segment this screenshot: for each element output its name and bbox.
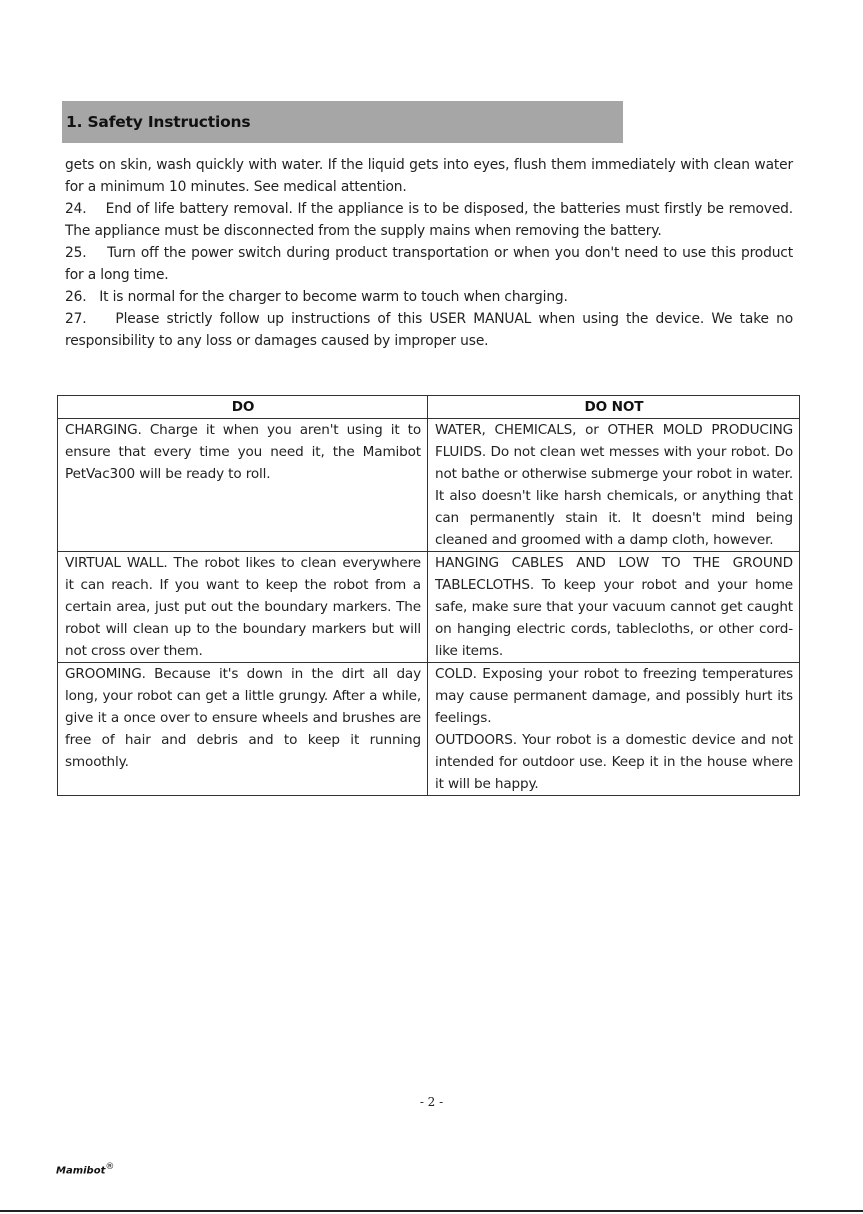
do-cell-virtual-wall: VIRTUAL WALL. The robot likes to clean everywhere it can reach. If you want to keep the robot from a certain area, just put out the boundary markers. The robot will clean up to the boundary markers but will not cross over them. xyxy=(58,552,428,663)
section-title: 1. Safety Instructions xyxy=(66,113,251,131)
do-cell-charging: CHARGING. Charge it when you aren't using it to ensure that every time you need it, the Mamibot PetVac300 will be ready to roll. xyxy=(58,419,428,552)
paragraph-item-26: 26. It is normal for the charger to become warm to touch when charging. xyxy=(65,289,568,305)
paragraph-continued: gets on skin, wash quickly with water. If the liquid gets into eyes, flush them immediately with clean water for a minimum 10 minutes. See medical attention. xyxy=(65,157,793,195)
instructions-body xyxy=(65,154,793,352)
footer-divider xyxy=(0,1210,863,1212)
page-number: - 2 - xyxy=(419,1095,444,1109)
do-dont-table xyxy=(57,395,800,796)
section-header xyxy=(62,101,623,143)
paragraph-item-27: 27. Please strictly follow up instructions of this USER MANUAL when using the device. We take no responsibility to any loss or damages caused by improper use. xyxy=(65,311,793,349)
table-header-row xyxy=(58,396,800,419)
table-row xyxy=(58,663,800,796)
dont-cold-text: COLD. Exposing your robot to freezing temperatures may cause permanent damage, and possibly hurt its feelings. xyxy=(435,666,793,726)
dont-cell-cold-outdoors xyxy=(428,663,800,796)
dont-cell-hanging-cables: HANGING CABLES AND LOW TO THE GROUND TABLECLOTHS. To keep your robot and your home safe, make sure that your vacuum cannot get caught on hanging electric cords, tablecloths, or other cord-like items. xyxy=(428,552,800,663)
registered-mark: ® xyxy=(105,1162,115,1172)
header-do-not: DO NOT xyxy=(428,396,800,419)
brand-name: Mamibot xyxy=(56,1165,106,1177)
brand-logo xyxy=(56,1162,114,1176)
table-row xyxy=(58,552,800,663)
do-cell-grooming: GROOMING. Because it's down in the dirt all day long, your robot can get a little grungy. After a while, give it a once over to ensure wheels and brushes are free of hair and debris and to keep it running smoothly. xyxy=(58,663,428,796)
table-row xyxy=(58,419,800,552)
dont-outdoors-text: OUTDOORS. Your robot is a domestic device and not intended for outdoor use. Keep it in the house where it will be happy. xyxy=(435,732,793,792)
paragraph-item-24: 24. End of life battery removal. If the appliance is to be disposed, the batteries must firstly be removed. The appliance must be disconnected from the supply mains when removing the battery. xyxy=(65,201,793,239)
paragraph-item-25: 25. Turn off the power switch during product transportation or when you don't need to use this product for a long time. xyxy=(65,245,793,283)
header-do: DO xyxy=(58,396,428,419)
dont-cell-water: WATER, CHEMICALS, or OTHER MOLD PRODUCING FLUIDS. Do not clean wet messes with your robot. Do not bathe or otherwise submerge your robot in water. It also doesn't like harsh chemicals, or anything that can permanently stain it. It doesn't mind being cleaned and groomed with a damp cloth, however. xyxy=(428,419,800,552)
